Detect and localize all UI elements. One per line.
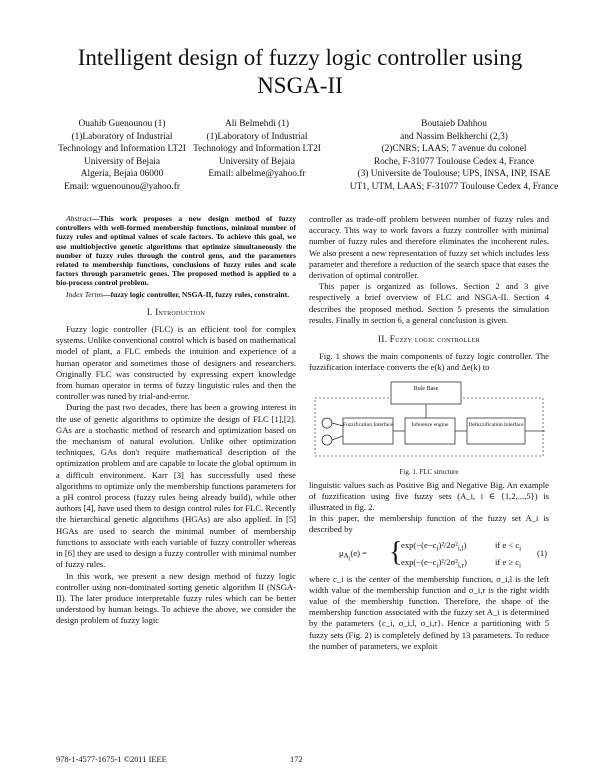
figure-caption: Fig. 1. FLC structure (399, 467, 459, 476)
left-column (56, 214, 296, 627)
index-terms: Index Terms—fuzzy logic controller, NSGA-II, fuzzy rules, constraint. (66, 289, 290, 299)
page-number: 172 (290, 755, 303, 764)
author-line: Ali Belmehdi (1) (224, 119, 290, 129)
author-line: Email: albelme@yahoo.fr (208, 169, 306, 180)
author-line: University of Bejaia (83, 156, 161, 167)
author-line: Email: wguenounou@yahoo.fr (64, 181, 180, 192)
index-terms-text: fuzzy logic controller, NSGA-II, fuzzy rules, constraint. (110, 289, 290, 299)
equation-cond-left: if $e < c_i$ (495, 539, 522, 553)
author-line: University of Bejaia (218, 156, 296, 167)
input-node-de (322, 435, 332, 445)
paragraph: Fig. 1 shows the main components of fuzzy logic controller. The fuzzification interface converts the e(k) and Δe(k) to (309, 351, 549, 373)
author-line: Algeria, Bejaia 06000 (80, 169, 164, 180)
author-line: (3) Universite de Toulouse; UPS, INSA, INP, ISAE (357, 169, 551, 180)
equation-cond-right: if $e \ge c_i$ (495, 556, 522, 570)
fuzzification-label: Fuzzification Interface (343, 421, 393, 428)
equation-brace: { (389, 536, 403, 568)
author-line: Technology and Information LT2I (58, 144, 186, 155)
arrow-in-e (332, 423, 343, 426)
section-heading-introduction: I. Introduction (146, 306, 206, 317)
equation-case-left: $\exp(-(e-c_i)^2/2\sigma^2_{i,l})$ (401, 539, 467, 553)
author-block-2 (193, 118, 321, 181)
paragraph: During the past two decades, there has been a growing interest in the use of genetic algorithms to optimize the design of FLC [1],[2]. GAs are a stochastic method of research and optimization based on the mechanism of natural evolution. Unlike other optimization techniques, GAs don't require mathematical description of the optimization problem and are capable to locate the global optimum in a difficult environment. Karr [3] has successfully used these algorithms to optimize only the membership functions parameters for a pH control process (fuzzy rules being already build), while other authors [4], have used them to design control rules for FLC. Recently the hierarchical genetic algorithms (HGAs) are also applied. In [5] HGAs are used to search the minimal number of membership functions to associate with each variable of fuzzy controller whereas in [6] they are used to design a fuzzy controller with minimal number of fuzzy rules. (56, 402, 296, 570)
equation-lhs: $\mu_{A_i}(e)$ = (339, 547, 367, 563)
equation-case-right: $\exp(-(e-c_i)^2/2\sigma^2_{i,r})$ (401, 556, 467, 570)
defuzzification-label: Defuzzification Interface (468, 421, 524, 428)
author-line: and Nassim Belkherchi (2,3) (400, 131, 508, 142)
section-heading-flc: II. Fuzzy logic controller (378, 334, 480, 345)
author-line: UT1, UTM, LAAS; F-31077 Toulouse Cedex 4, France (349, 181, 559, 192)
paragraph: linguistic values such as Positive Big and Negative Big. An example of fuzzification using five fuzzy sets (A_i, i ∈ {1,2,...,5}) is illustrated in fig. 2. (309, 479, 549, 513)
paragraph: controller as trade-off problem between number of fuzzy rules and accuracy. This way to work favors a fuzzy controller with minimal number of fuzzy rules and therefore eliminates the incoherent rules. We also present a new representation of fuzzy set which includes less parameter and therefore a reduction of the search space that eases the derivation of optimal controller. (309, 214, 549, 281)
index-terms-label: Index Terms (66, 289, 104, 299)
paragraph: This paper is organized as follows. Section 2 and 3 give respectively a brief overview of FLC and NSGA-II. Section 4 describes the proposed method. Section 5 presents the simulation results. Finally in section 6, a general conclusion is given. (309, 281, 549, 325)
equation-number: (1) (537, 547, 548, 558)
author-line: Roche, F-31077 Toulouse Cedex 4, France (373, 156, 535, 167)
inference-label: Inference engine (411, 421, 449, 428)
author-line: (1)Laboratory of Industrial (71, 131, 173, 142)
author-line: (2)CNRS; LAAS; 7 avenue du colonel (381, 144, 527, 155)
figure-flc-structure (309, 378, 549, 478)
right-column (309, 214, 549, 652)
author-line: Technology and Information LT2I (193, 144, 321, 155)
paragraph: Fuzzy logic controller (FLC) is an efficient tool for complex systems. Unlike conventional control which is based on mathematical model of plant, a FLC embeds the intuition and experience of a human operator and sometimes those of designers and researchers. Originally FLC was constructed by expressing expert knowledge from human operator in terms of fuzzy linguistic rules and then the controller was tuned by trial-and-error. (56, 324, 296, 402)
paragraph: In this paper, the membership function of the fuzzy set A_i is described by (309, 513, 549, 535)
rule-base-label: Rule Base (413, 385, 439, 392)
arrow-in-de (332, 436, 343, 440)
author-line: Boutaieb Dahhou (421, 119, 487, 129)
paper-title: Intelligent design of fuzzy logic controller using NSGA-II (77, 45, 523, 98)
author-line: (1)Laboratory of Industrial (206, 131, 308, 142)
author-block-1 (58, 118, 186, 194)
equation-1 (309, 536, 549, 574)
author-block-3 (324, 118, 584, 194)
abstract: Abstract—This work proposes a new design method of fuzzy controllers with well-formed membership functions, minimal number of fuzzy rules and optimal values of scale factors. To achieve this goal, we use multiobjective genetic algorithms that optimize simultaneously the number of fuzzy rules through the control gens, and the parameters related to membership functions, conclusions of fuzzy rules and scale factors through parametric genes. The proposed method is applied to a bio-process control problem. (56, 214, 296, 288)
isbn-footer: 978-1-4577-1675-1 ©2011 IEEE (56, 755, 167, 764)
paragraph: In this work, we present a new design method of fuzzy logic controller using non-dominated sorting genetic algorithm II (NSGA-II). The later produce interpretable fuzzy rules which can be better understood by human beings. To achieve the above, we consider the design problem of fuzzy logic (56, 570, 296, 626)
input-node-e (322, 418, 332, 428)
paragraph: where c_i is the center of the membership function, σ_i,l is the left width value of the membership function and σ_i,r is the right width value of the membership function. Therefore, the shape of the membership function associated with the fuzzy set A_i is determined by the parameters {c_i, σ_i,l, σ_i,r}. Hence a partitioning with 5 fuzzy sets (Fig. 2) is completely defined by 13 parameters. To reduce the number of parameters, we exploit (309, 573, 549, 651)
author-line: Ouahib Guenounou (1) (78, 119, 166, 129)
abstract-text: This work proposes a new design method of fuzzy controllers with well-formed membership functions, minimal number of fuzzy rules and optimal values of scale factors. To achieve this goal, we use multiobjective genetic algorithms that optimize simultaneously the number of fuzzy rules through the control gens, and the parameters related to membership functions, conclusions of fuzzy rules and scale factors through parametric genes. The proposed method is applied to a bio-process control problem. (56, 214, 296, 288)
abstract-label: Abstract (66, 214, 92, 223)
